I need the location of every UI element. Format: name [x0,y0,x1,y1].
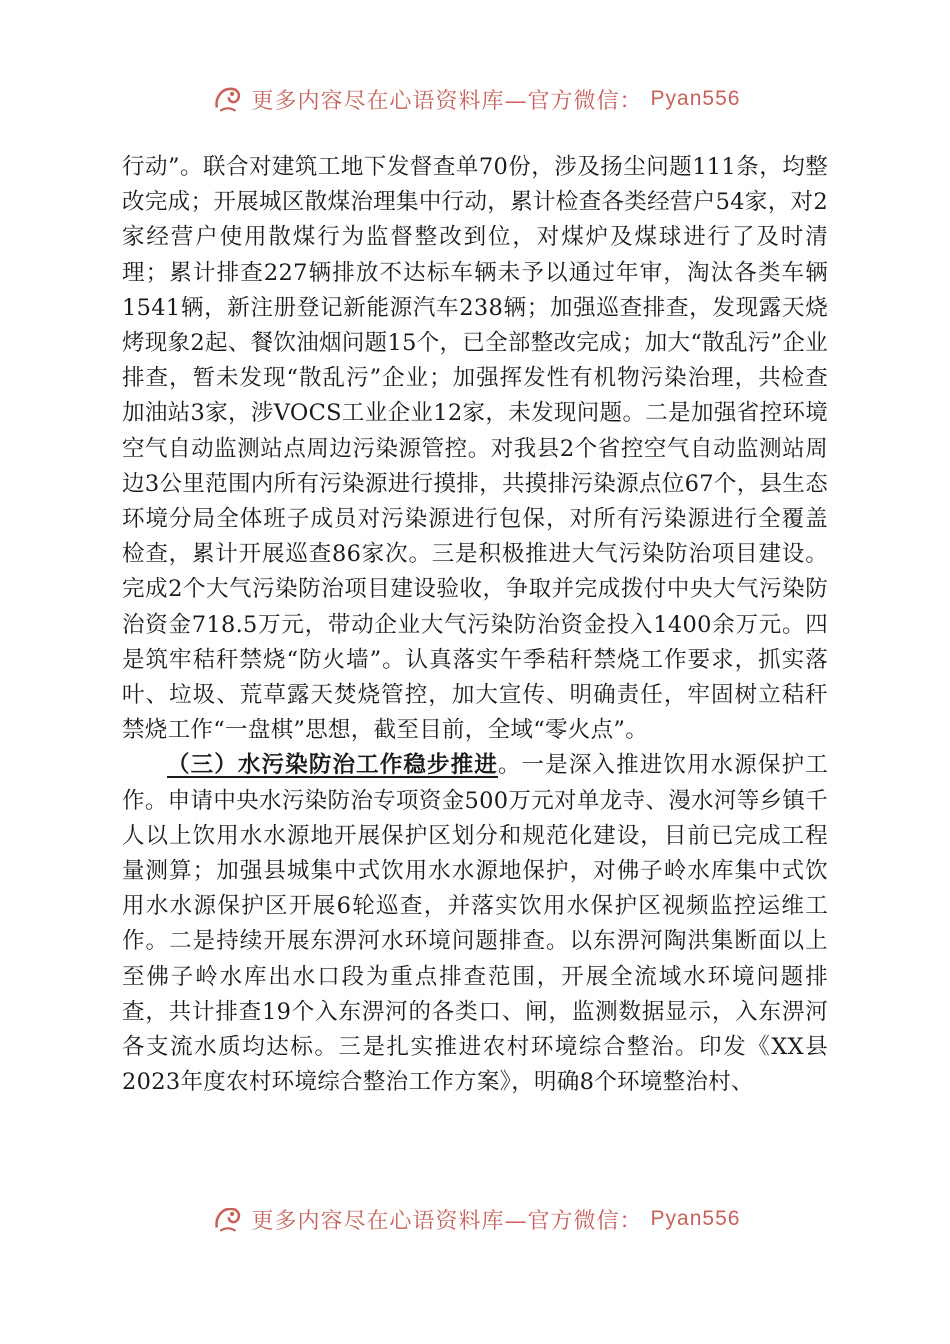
section-heading: （三）水污染防治工作稳步推进 [167,752,498,779]
watermark-text: 更多内容尽在心语资料库—官方微信： [251,1208,643,1234]
footer-watermark [0,1208,950,1236]
header-watermark [0,82,950,116]
paragraph: 行动”。联合对建筑工地下发督查单70份，涉及扬尘问题111条，均整改完成；开展城区散煤治理集中行动，累计检查各类经营户54家，对2家经营户使用散煤行为监督整改到位，对煤炉及煤球进行了及时清理；累计排查227辆排放不达标车辆未予以通过年审，淘汰各类车辆1541辆，新注册登记新能源汽车238辆；加强巡查排查，发现露天烧烤现象2起、餐饮油烟问题15个，已全部整改完成；加大“散乱污”企业排查，暂未发现“散乱污”企业；加强挥发性有机物污染治理，共检查加油站3家，涉VOCS工业企业12家，未发现问题。二是加强省控环境空气自动监测站点周边污染源管控。对我县2个省控空气自动监测站周边3公里范围内所有污染源进行摸排，共摸排污染源点位67个，县生态环境分局全体班子成员对污染源进行包保，对所有污染源进行全覆盖检查，累计开展巡查86家次。三是积极推进大气污染防治项目建设。完成2个大气污染防治项目建设验收，争取并完成拨付中央大气污染防治资金718.5万元，带动企业大气污染防治资金投入1400余万元。四是筑牢秸秆禁烧“防火墙”。认真落实午季秸秆禁烧工作要求，抓实落叶、垃圾、荒草露天焚烧管控，加大宣传、明确责任，牢固树立秸秆禁烧工作“一盘棋”思想，截至目前，全域“零火点”。 [122,154,828,744]
watermark-wechat-id: Pyan556 [650,87,741,110]
logo-icon [210,82,244,116]
watermark-text: 更多内容尽在心语资料库—官方微信： [251,88,643,114]
document-body [122,150,828,1100]
watermark-wechat-id: Pyan556 [650,1208,741,1230]
section-paragraph [122,748,828,1100]
section-text: 。一是深入推进饮用水源保护工作。申请中央水污染防治专项资金500万元对单龙寺、漫水河等乡镇千人以上饮用水水源地开展保护区划分和规范化建设，目前已完成工程量测算；加强县城集中式饮用水水源地保护，对佛子岭水库集中式饮用水水源保护区开展6轮巡查，并落实饮用水保护区视频监控运维工作。二是持续开展东淠河水环境问题排查。以东淠河陶洪集断面以上至佛子岭水库出水口段为重点排查范围，开展全流域水环境问题排查，共计排查19个入东淠河的各类口、闸，监测数据显示，入东淠河各支流水质均达标。三是扎实推进农村环境综合整治。印发《XX县2023年度农村环境综合整治工作方案》，明确8个环境整治村、 [122,752,829,1096]
logo-icon [210,1208,244,1236]
